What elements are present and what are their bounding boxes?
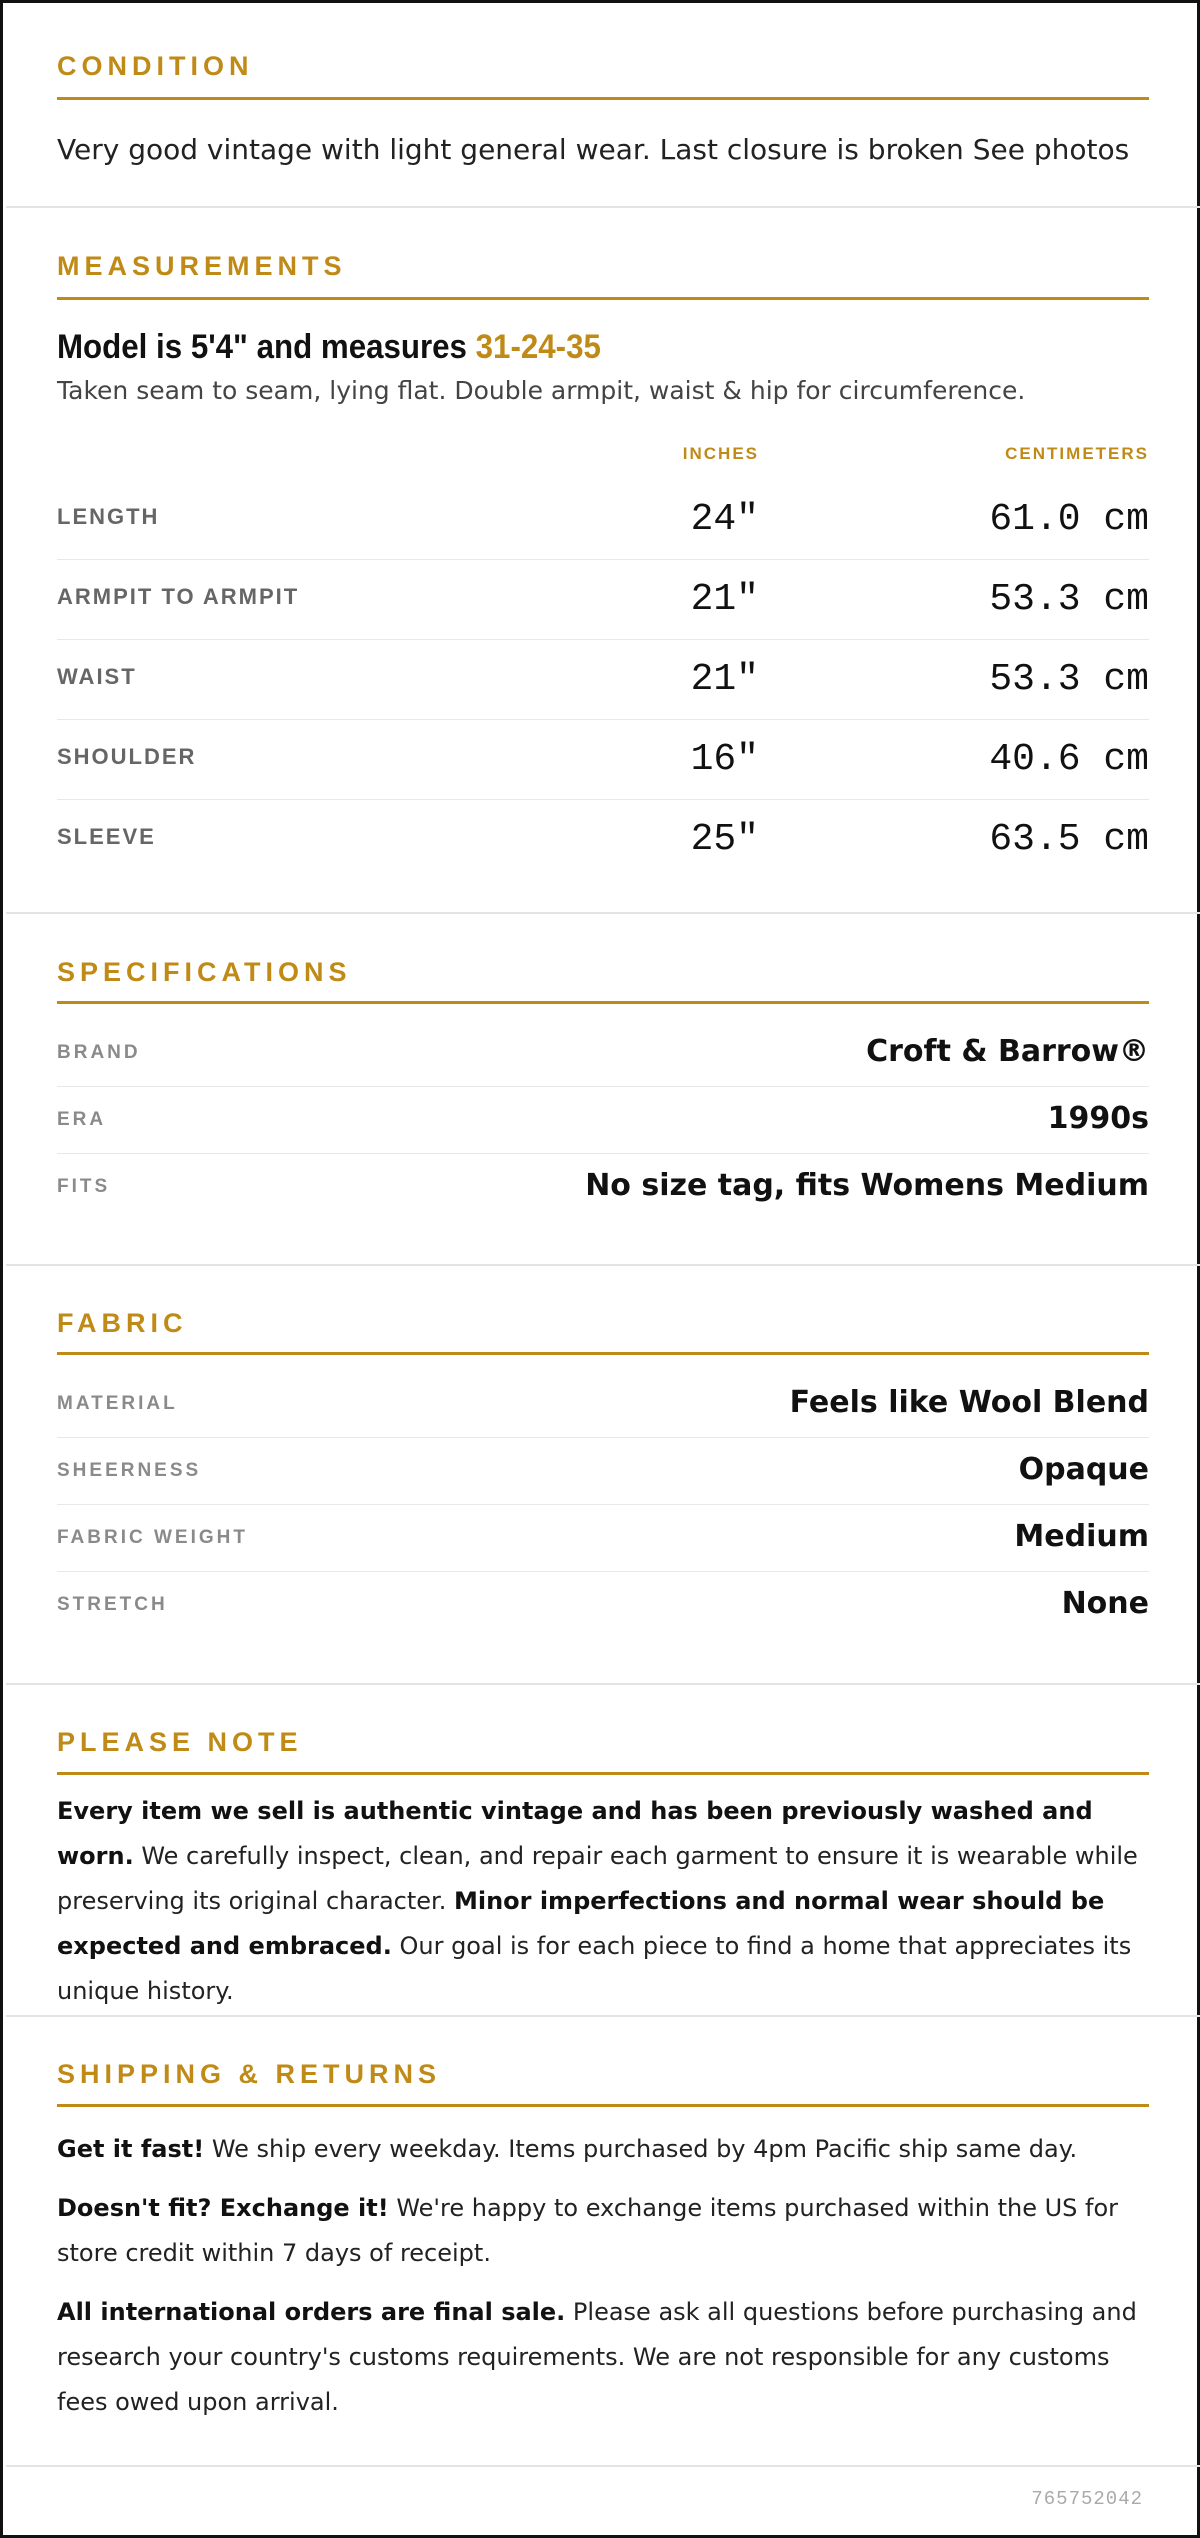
measurement-label: SHOULDER xyxy=(57,744,197,769)
shipping-heading: SHIPPING & RETURNS xyxy=(57,2059,442,2089)
shipping-p3-text: Please ask all questions before purchasing and research your country's customs requirements. We are not responsible for any customs fees owed upon arrival. xyxy=(57,2298,1137,2416)
measurement-label: WAIST xyxy=(57,664,137,689)
please-note-text-1: We carefully inspect, clean, and repair each garment to ensure it is wearable while preserving its original character. xyxy=(57,1842,1138,1915)
fabric-heading: FABRIC xyxy=(57,1308,188,1338)
fabric-value: Feels like Wool Blend xyxy=(789,1385,1149,1420)
shipping-rule xyxy=(57,2104,1149,2107)
model-prefix: Model is 5'4" and measures xyxy=(57,328,467,366)
fabric-section xyxy=(6,1266,1200,1685)
spec-label: BRAND xyxy=(57,1042,141,1063)
fabric-value: None xyxy=(1061,1586,1149,1621)
spec-row-fits xyxy=(57,1154,1149,1221)
fabric-value: Opaque xyxy=(1018,1452,1149,1487)
specifications-section xyxy=(6,914,1200,1266)
measurement-inches: 21" xyxy=(690,658,759,701)
measurements-rule xyxy=(57,297,1149,300)
fabric-row-material xyxy=(57,1371,1149,1438)
please-note-text-2: Our goal is for each piece to find a home that appreciates its unique history. xyxy=(57,1932,1132,2005)
shipping-p2-text: We're happy to exchange items purchased within the US for store credit within 7 days of receipt. xyxy=(57,2194,1119,2267)
measurement-inches: 21" xyxy=(690,578,759,621)
please-note-heading: PLEASE NOTE xyxy=(57,1727,303,1757)
col-cm-header: CENTIMETERS xyxy=(1005,444,1149,463)
fabric-label: MATERIAL xyxy=(57,1393,178,1414)
specifications-heading: SPECIFICATIONS xyxy=(57,957,352,987)
shipping-section xyxy=(6,2017,1200,2467)
please-note-text xyxy=(57,1789,1149,2014)
fabric-label: STRETCH xyxy=(57,1594,168,1615)
condition-text: Very good vintage with light general wear. Last closure is broken See photos xyxy=(57,133,1130,166)
measurement-cm: 63.5 cm xyxy=(989,818,1149,861)
spec-value: 1990s xyxy=(1047,1101,1149,1136)
measurement-cm: 53.3 cm xyxy=(989,578,1149,621)
shipping-paragraph-2 xyxy=(57,2186,1149,2276)
please-note-bold-1: Every item we sell is authentic vintage and has been previously washed and worn. xyxy=(57,1797,1093,1870)
measurement-row-sleeve xyxy=(57,800,1149,880)
measurement-row-length xyxy=(57,480,1149,560)
measurement-row-waist xyxy=(57,640,1149,720)
model-accent: 31-24-35 xyxy=(475,328,601,366)
measurement-row-armpit xyxy=(57,560,1149,640)
shipping-paragraph-3 xyxy=(57,2290,1149,2425)
shipping-p2-bold: Doesn't fit? Exchange it! xyxy=(57,2194,389,2222)
col-inches-header: INCHES xyxy=(682,444,759,463)
fabric-row-sheerness xyxy=(57,1438,1149,1505)
spec-row-brand xyxy=(57,1020,1149,1087)
measurement-label: LENGTH xyxy=(57,504,160,529)
product-id: 765752042 xyxy=(1031,2488,1143,2510)
measurement-cm: 61.0 cm xyxy=(989,498,1149,541)
measurement-cm: 53.3 cm xyxy=(989,658,1149,701)
spec-label: FITS xyxy=(57,1176,111,1197)
please-note-bold-2: Minor imperfections and normal wear should be expected and embraced. xyxy=(57,1887,1105,1960)
fabric-label: FABRIC WEIGHT xyxy=(57,1527,248,1548)
measurements-section xyxy=(6,208,1200,914)
please-note-rule xyxy=(57,1772,1149,1775)
fabric-rule xyxy=(57,1352,1149,1355)
measurements-heading: MEASUREMENTS xyxy=(57,251,347,281)
spec-label: ERA xyxy=(57,1109,107,1130)
shipping-p3-bold: All international orders are final sale. xyxy=(57,2298,566,2326)
model-measurements xyxy=(57,328,601,367)
shipping-paragraph-1 xyxy=(57,2127,1149,2172)
measurement-label: SLEEVE xyxy=(57,824,156,849)
measurement-inches: 16" xyxy=(690,738,759,781)
please-note-section xyxy=(6,1685,1200,2017)
specifications-rule xyxy=(57,1001,1149,1004)
shipping-p1-bold: Get it fast! xyxy=(57,2135,205,2163)
measurement-row-shoulder xyxy=(57,720,1149,800)
fabric-label: SHEERNESS xyxy=(57,1460,202,1481)
condition-section xyxy=(6,6,1200,208)
measurements-subtext: Taken seam to seam, lying flat. Double armpit, waist & hip for circumference. xyxy=(57,376,1026,405)
fabric-value: Medium xyxy=(1014,1519,1149,1554)
measurement-label: ARMPIT TO ARMPIT xyxy=(57,584,300,609)
measurement-cm: 40.6 cm xyxy=(989,738,1149,781)
spec-value: No size tag, fits Womens Medium xyxy=(585,1168,1149,1203)
measurement-inches: 25" xyxy=(690,818,759,861)
condition-rule xyxy=(57,97,1149,100)
spec-row-era xyxy=(57,1087,1149,1154)
fabric-row-stretch xyxy=(57,1572,1149,1639)
spec-value: Croft & Barrow® xyxy=(866,1034,1149,1069)
fabric-row-weight xyxy=(57,1505,1149,1572)
condition-heading: CONDITION xyxy=(57,51,254,81)
measurement-inches: 24" xyxy=(690,498,759,541)
shipping-p1-text: We ship every weekday. Items purchased by 4pm Pacific ship same day. xyxy=(204,2135,1078,2163)
